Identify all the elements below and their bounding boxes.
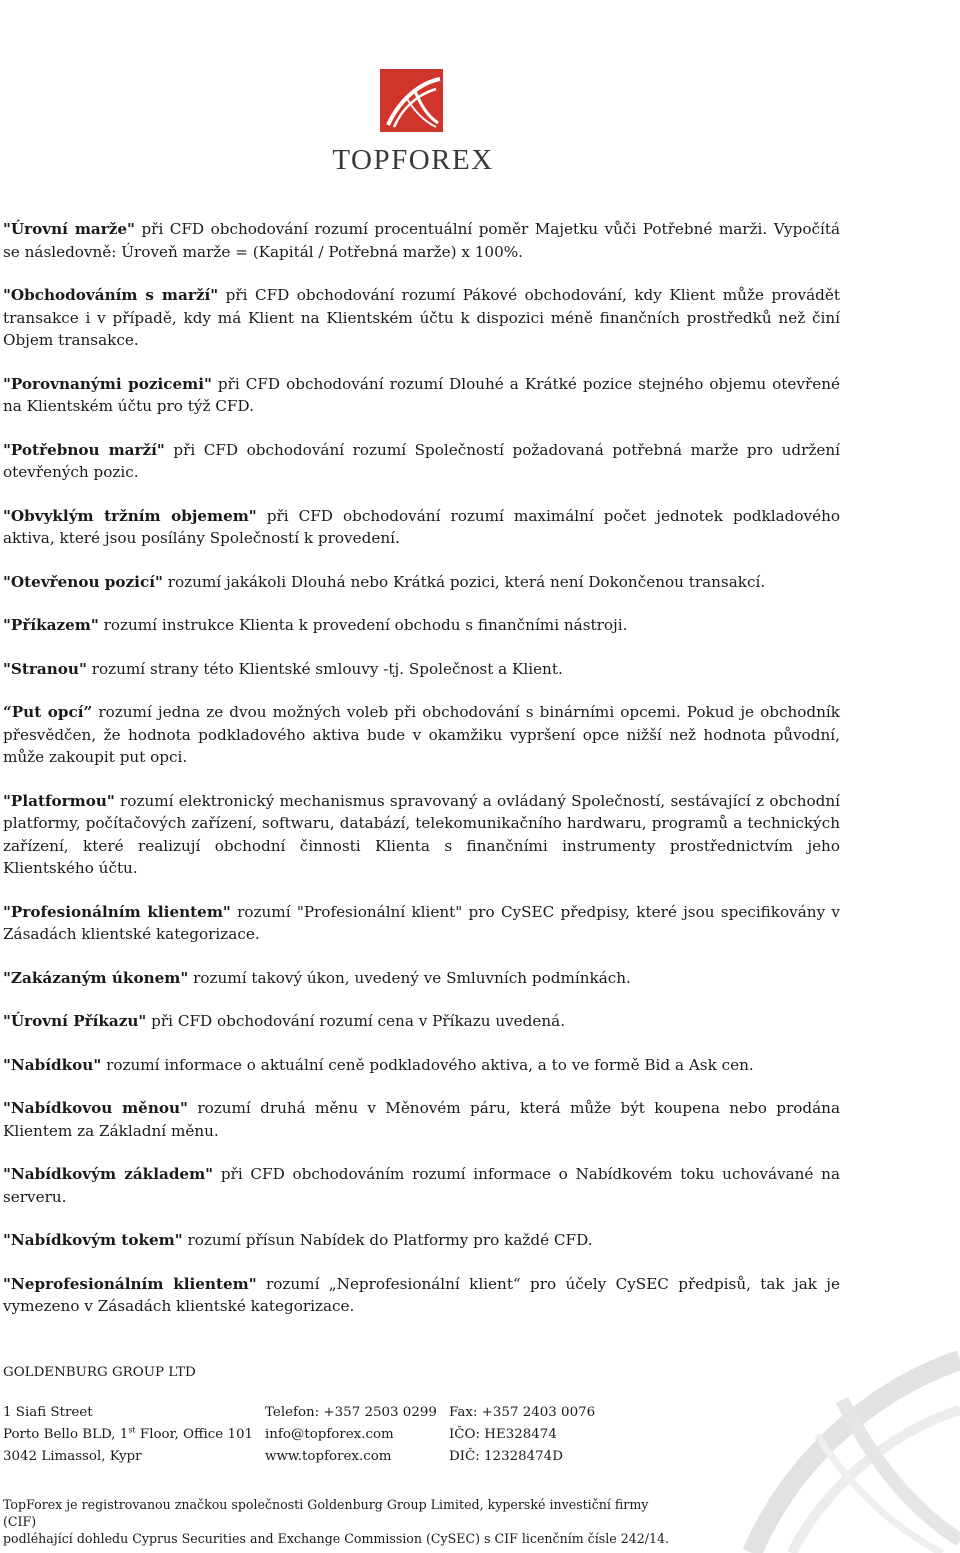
definition-paragraph xyxy=(3,967,840,990)
definition-term: "Příkazem" xyxy=(3,616,99,634)
definition-term: "Nabídkovým tokem" xyxy=(3,1231,183,1249)
email-link[interactable]: info@topforex.com xyxy=(265,1427,394,1442)
logo-wordmark: TOPFOREX xyxy=(332,144,494,176)
definition-paragraph xyxy=(3,1229,840,1252)
contact-block xyxy=(265,1402,437,1468)
address-block xyxy=(3,1402,253,1468)
definition-text: rozumí druhá měnu v Měnovém páru, která může být koupena nebo prodána Klientem za Základní měnu. xyxy=(3,1099,840,1140)
definition-term: "Obchodováním s marží" xyxy=(3,286,219,304)
website-link[interactable]: www.topforex.com xyxy=(265,1449,392,1464)
definition-paragraph xyxy=(3,218,840,263)
definition-paragraph xyxy=(3,1163,840,1208)
fax-text: Fax: +357 2403 0076 xyxy=(449,1405,596,1420)
definition-paragraph xyxy=(3,658,840,681)
definition-paragraph xyxy=(3,505,840,550)
definition-term: "Úrovní marže" xyxy=(3,220,135,238)
phone-text: Telefon: +357 2503 0299 xyxy=(265,1405,437,1420)
definition-paragraph xyxy=(3,373,840,418)
definition-paragraph xyxy=(3,1010,840,1033)
definition-term: "Platformou" xyxy=(3,791,115,810)
definition-term: "Potřebnou marží" xyxy=(3,440,165,459)
definition-text: rozumí přísun Nabídek do Platformy pro každé CFD. xyxy=(182,1231,593,1249)
address-line: Porto Bello BLD, 1st Floor, Office 101 xyxy=(3,1425,254,1442)
address-line: 3042 Limassol, Kypr xyxy=(3,1449,142,1464)
definition-term: "Stranou" xyxy=(3,659,87,678)
definition-term: "Obvyklým tržním objemem" xyxy=(3,506,257,525)
definition-text: při CFD obchodování rozumí maximální počet jednotek podkladového aktiva, které jsou posílány Společností k provedení. xyxy=(3,506,841,547)
definition-text: rozumí takový úkon, uvedený ve Smluvních podmínkách. xyxy=(188,968,631,987)
definition-term: "Porovnanými pozicemi" xyxy=(3,374,212,393)
definition-text: při CFD obchodování rozumí cena v Příkazu uvedená. xyxy=(146,1012,566,1030)
ico-text: IČO: HE328474 xyxy=(449,1427,557,1442)
definition-text: rozumí jakákoli Dlouhá nebo Krátká pozici, která není Dokončenou transakcí. xyxy=(162,572,766,591)
topforex-logo xyxy=(318,68,508,178)
address-line: 1 Siafi Street xyxy=(3,1405,93,1420)
definition-paragraph xyxy=(3,901,840,946)
legal-notice xyxy=(3,1496,683,1547)
logo-swoosh-icon xyxy=(380,69,443,132)
definition-text: rozumí strany této Klientské smlouvy -tj. Společnost a Klient. xyxy=(86,659,563,678)
definition-term: "Neprofesionálním klientem" xyxy=(3,1274,257,1293)
definition-paragraph xyxy=(3,1097,840,1142)
definition-paragraph xyxy=(3,284,840,352)
definition-paragraph xyxy=(3,571,840,594)
definition-paragraph xyxy=(3,790,840,880)
definition-paragraph xyxy=(3,1273,840,1318)
ids-block xyxy=(449,1402,595,1468)
legal-line: TopForex je registrovanou značkou společnosti Goldenburg Group Limited, kyperské investiční firmy (CIF) xyxy=(3,1497,649,1529)
definition-text: při CFD obchodováním rozumí informace o Nabídkovém toku uchovávané na serveru. xyxy=(3,1165,840,1206)
definition-term: "Nabídkovou měnou" xyxy=(3,1099,188,1117)
company-name: GOLDENBURG GROUP LTD xyxy=(3,1365,196,1380)
legal-line: podléhající dohledu Cyprus Securities and Exchange Commission (CySEC) s CIF licenčním čísle 242/14. xyxy=(3,1531,670,1546)
watermark-swoosh-icon xyxy=(722,1340,960,1553)
definition-paragraph xyxy=(3,701,840,769)
definition-term: "Úrovní Příkazu" xyxy=(3,1012,147,1030)
definition-text: při CFD obchodování rozumí Společností požadovaná potřebná marže pro udržení otevřených pozic. xyxy=(3,440,841,481)
definition-term: "Zakázaným úkonem" xyxy=(3,968,189,987)
definition-text: při CFD obchodování rozumí Dlouhé a Krátké pozice stejného objemu otevřené na Klientském účtu pro týž CFD. xyxy=(3,374,840,415)
definition-text: při CFD obchodování rozumí procentuální poměr Majetku vůči Potřebné marži. Vypočítá se následovně: Úroveň marže = (Kapitál / Potřebná marže) x 100%. xyxy=(3,220,841,261)
definition-text: rozumí "Profesionální klient" pro CySEC předpisy, které jsou specifikovány v Zásadách klientské kategorizace. xyxy=(3,902,841,943)
definition-term: "Nabídkovým základem" xyxy=(3,1165,214,1183)
definition-term: "Otevřenou pozicí" xyxy=(3,572,163,591)
definition-text: rozumí informace o aktuální ceně podkladového aktiva, a to ve formě Bid a Ask cen. xyxy=(101,1055,754,1074)
definition-text: rozumí „Neprofesionální klient“ pro účely CySEC předpisů, tak jak je vymezeno v Zásadách klientské kategorizace. xyxy=(3,1274,841,1315)
definitions-list xyxy=(3,218,840,1339)
definition-text: rozumí jedna ze dvou možných voleb při obchodování s binárními opcemi. Pokud je obchodník přesvědčen, že hodnota podkladového aktiva bude v okamžiku vypršení opce nižší než hodnota původní, může zakoupit put opci. xyxy=(3,703,840,766)
definition-term: "Nabídkou" xyxy=(3,1055,102,1074)
definition-paragraph xyxy=(3,614,840,637)
definition-text: rozumí instrukce Klienta k provedení obchodu s finančními nástroji. xyxy=(98,616,628,634)
definition-text: rozumí elektronický mechanismus spravovaný a ovládaný Společností, sestávající z obchodní platformy, počítačových zařízení, softwaru, databází, telekomunikačního hardwaru, programů a technických zařízení, které realizují obchodní činnosti Klienta s finančními instrumenty prostřednictvím jeho Klientského účtu. xyxy=(3,791,840,877)
dic-text: DIČ: 12328474D xyxy=(449,1449,563,1464)
definition-text: při CFD obchodování rozumí Pákové obchodování, kdy Klient může provádět transakce i v případě, kdy má Klient na Klientském účtu k dispozici méně finančních prostředků než činí Objem transakce. xyxy=(3,286,840,349)
definition-term: “Put opcí” xyxy=(3,703,93,721)
definition-paragraph xyxy=(3,1054,840,1077)
definition-paragraph xyxy=(3,439,840,484)
definition-term: "Profesionálním klientem" xyxy=(3,902,231,921)
